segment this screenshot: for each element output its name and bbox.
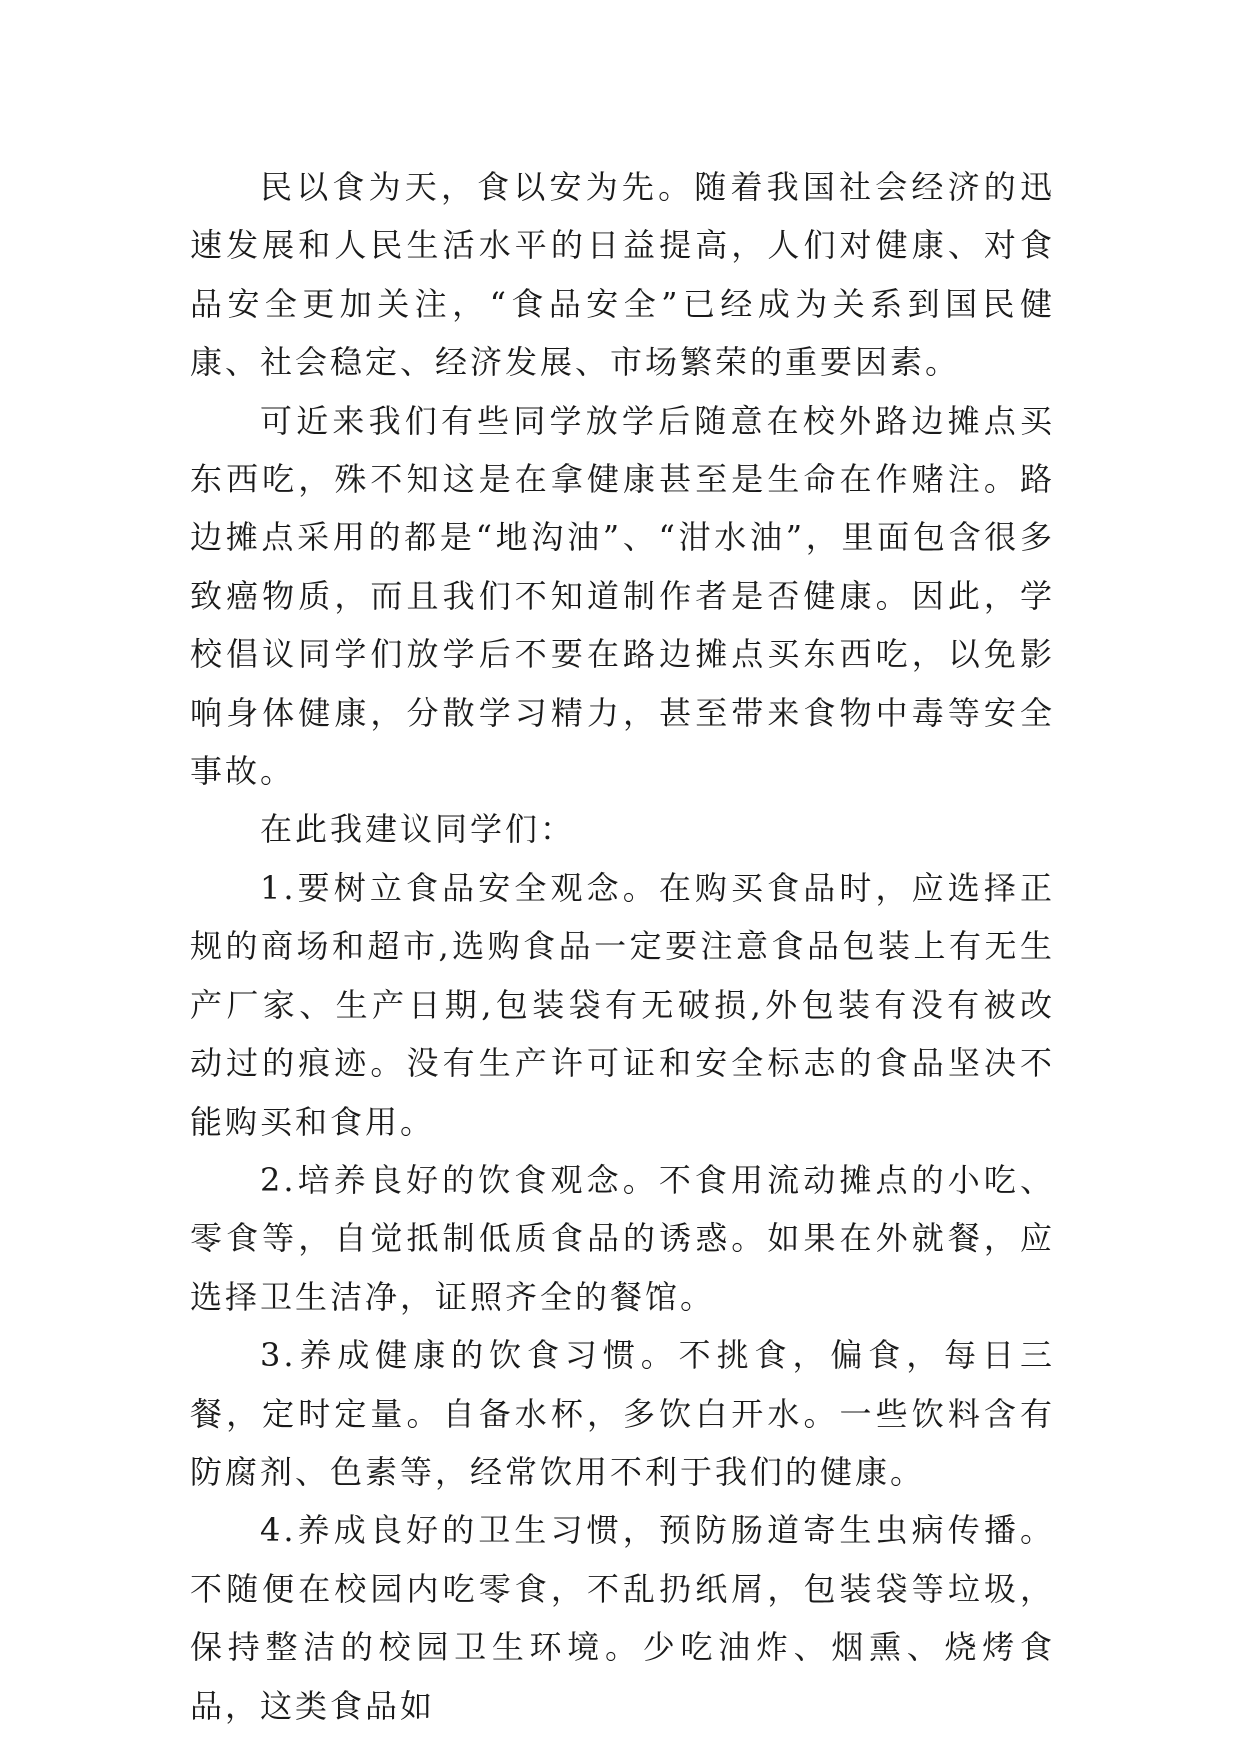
document-body [190, 158, 1055, 1735]
paragraph-intro: 民以食为天，食以安为先。随着我国社会经济的迅速发展和人民生活水平的日益提高，人们对健康、对食品安全更加关注，“食品安全”已经成为关系到国民健康、社会稳定、经济发展、市场繁荣的重要因素。 [190, 168, 1055, 382]
paragraph-suggestion-lead: 在此我建议同学们： [260, 810, 576, 849]
paragraph-item-1: 1.要树立食品安全观念。在购买食品时，应选择正规的商场和超市,选购食品一定要注意食品包装上有无生产厂家、生产日期,包装袋有无破损,外包装有没有被改动过的痕迹。没有生产许可证和安全标志的食品坚决不能购买和食用。 [190, 868, 1055, 1141]
paragraph-street-stalls: 可近来我们有些同学放学后随意在校外路边摊点买东西吃，殊不知这是在拿健康甚至是生命在作赌注。路边摊点采用的都是“地沟油”、“泔水油”，里面包含很多致癌物质，而且我们不知道制作者是否健康。因此，学校倡议同学们放学后不要在路边摊点买东西吃，以免影响身体健康，分散学习精力，甚至带来食物中毒等安全事故。 [190, 401, 1055, 791]
paragraph-item-3: 3.养成健康的饮食习惯。不挑食，偏食，每日三餐，定时定量。自备水杯，多饮白开水。一些饮料含有防腐剂、色素等，经常饮用不利于我们的健康。 [190, 1336, 1055, 1491]
paragraph-item-4: 4.养成良好的卫生习惯，预防肠道寄生虫病传播。不随便在校园内吃零食，不乱扔纸屑，包装袋等垃圾，保持整洁的校园卫生环境。少吃油炸、烟熏、烧烤食品，这类食品如 [190, 1511, 1055, 1725]
paragraph-item-2: 2.培养良好的饮食观念。不食用流动摊点的小吃、零食等，自觉抵制低质食品的诱惑。如果在外就餐，应选择卫生洁净，证照齐全的餐馆。 [190, 1160, 1055, 1316]
